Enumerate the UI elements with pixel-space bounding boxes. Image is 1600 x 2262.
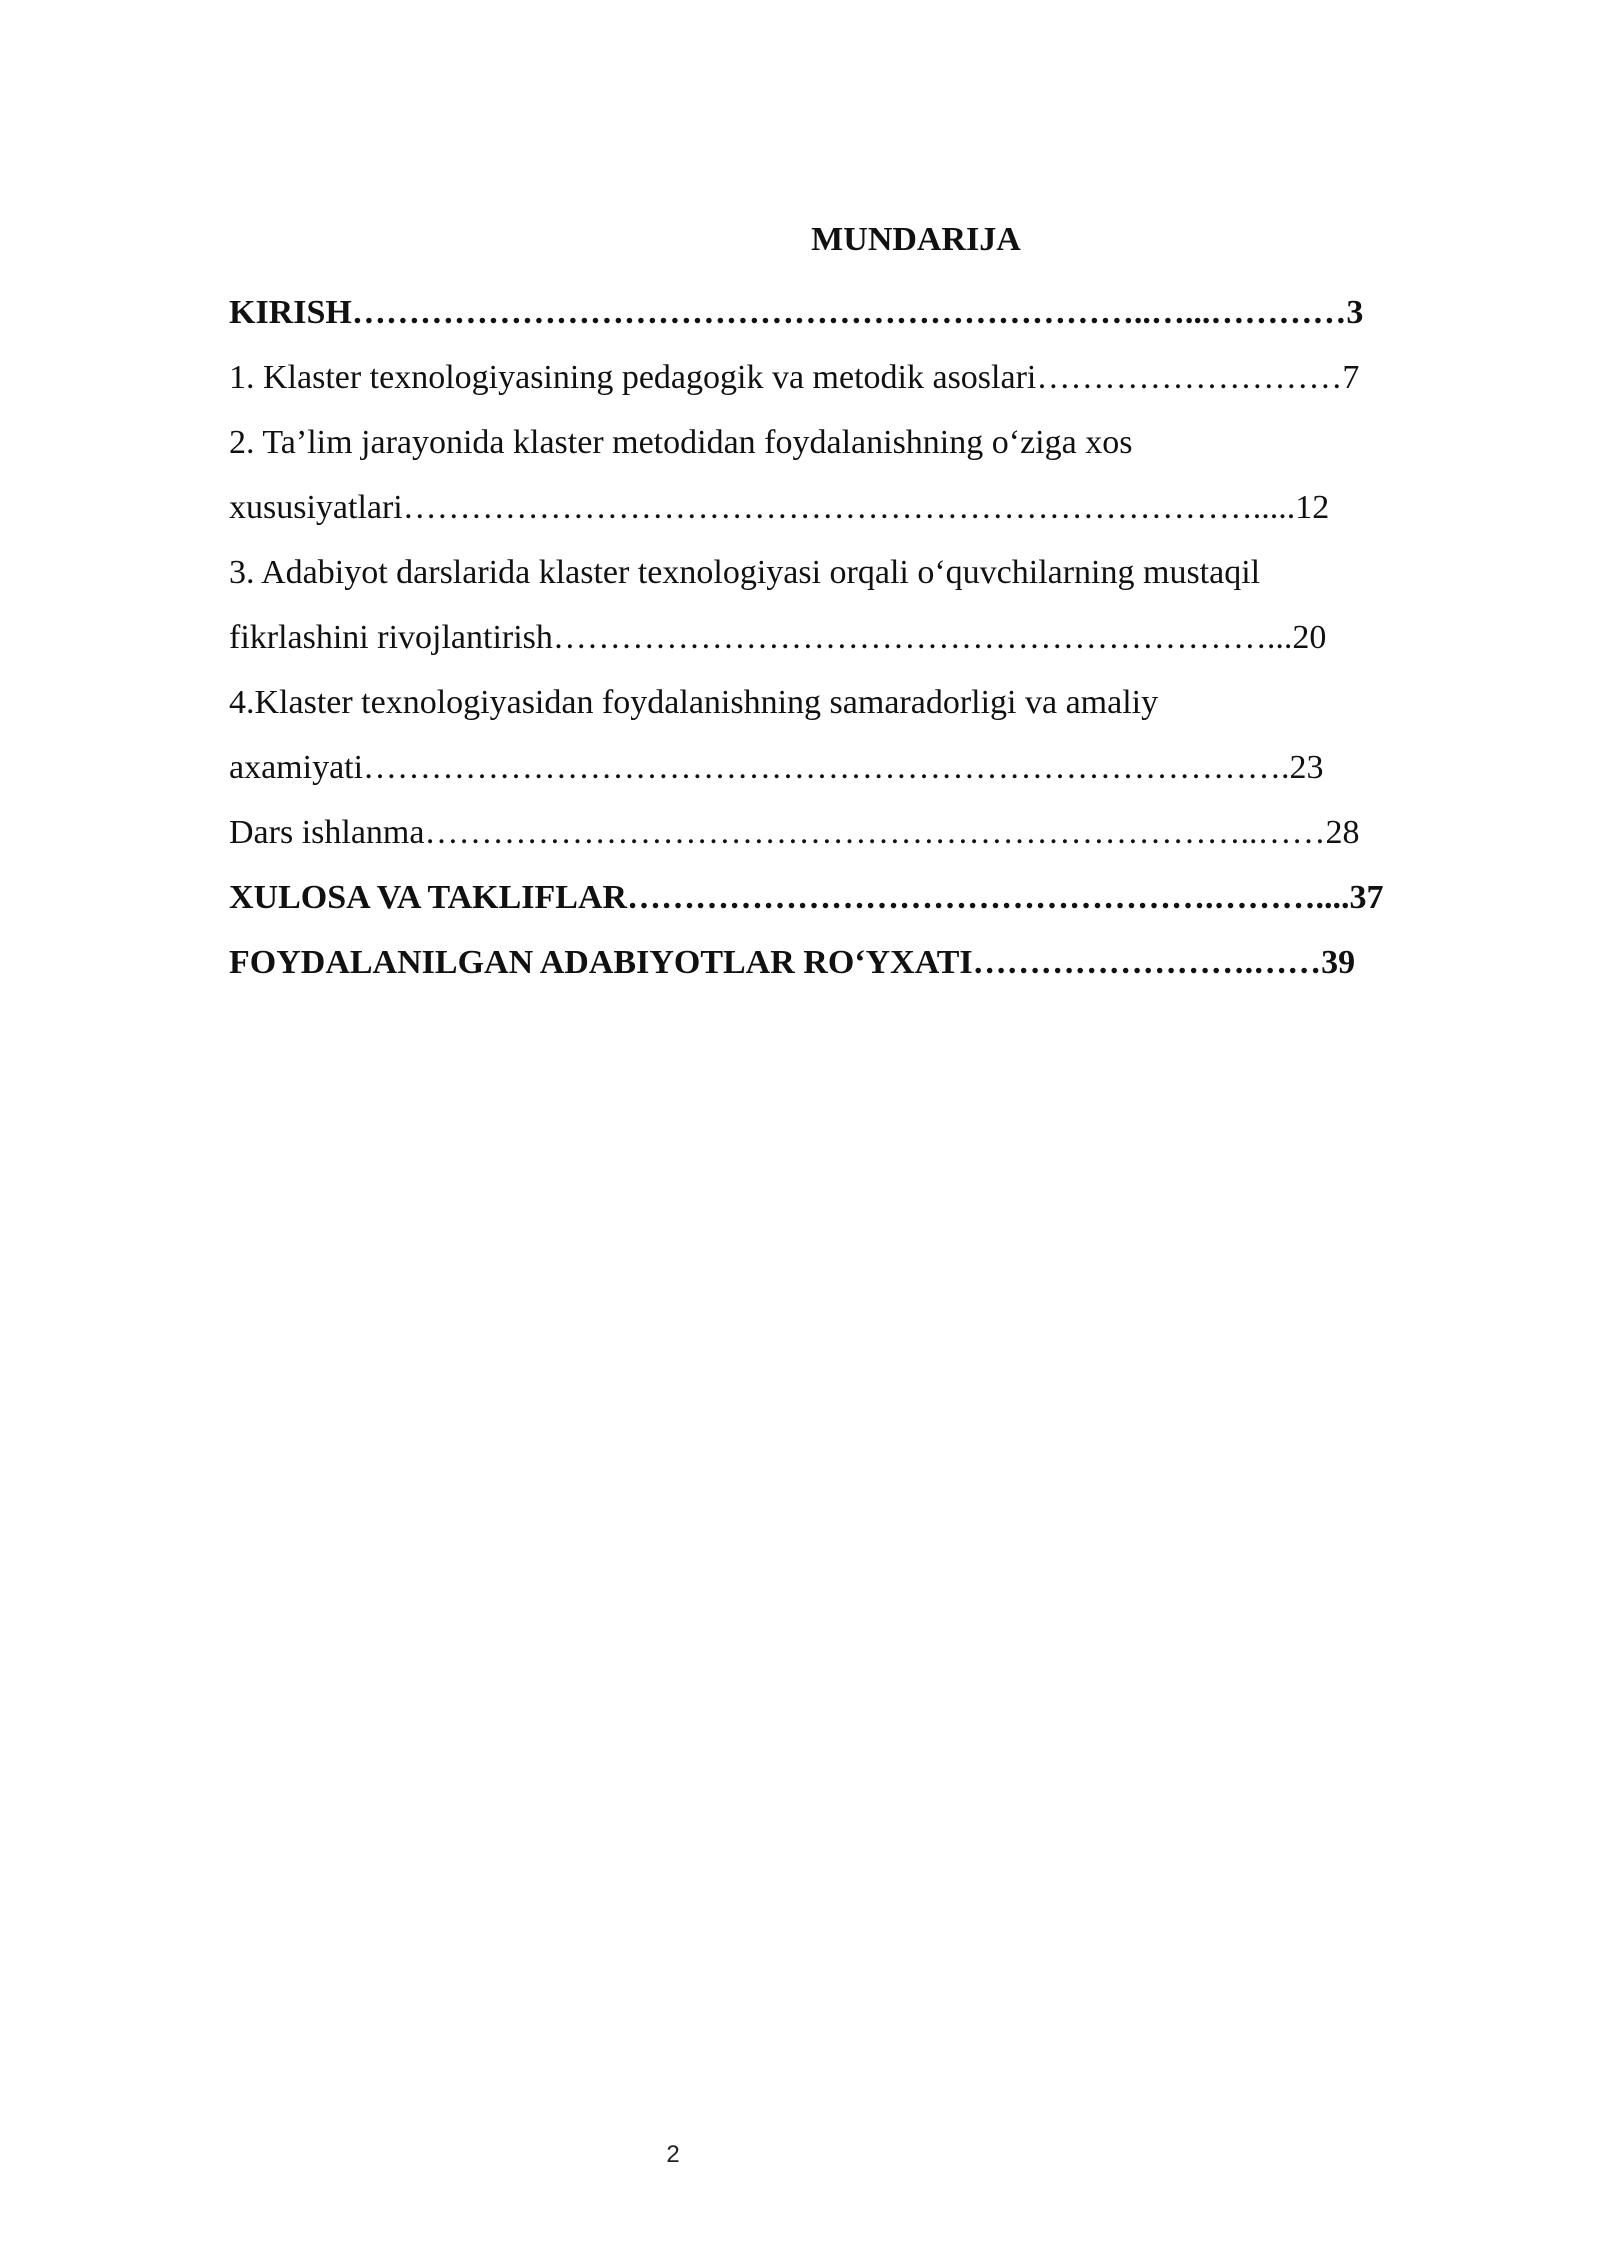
toc-entry-dars-ishlanma: Dars ishlanma………………………………………………………………..……28: [229, 814, 1360, 851]
table-of-contents: [229, 214, 1485, 995]
toc-entry-chapter-4-line-1: 4.Klaster texnologiyasidan foydalanishning samaradorligi va amaliy: [229, 684, 1159, 721]
toc-entry-chapter-4-line-2: axamiyati……………………………………………………………………….23: [229, 749, 1324, 786]
toc-entry-chapter-3-line-2: fikrlashini rivojlantirish………………………………………………………...20: [229, 619, 1327, 656]
toc-entry-chapter-2-line-1: 2. Ta’lim jarayonida klaster metodidan foydalanishning o‘ziga xos: [229, 424, 1133, 461]
toc-entry-chapter-1: 1. Klaster texnologiyasining pedagogik va metodik asoslari………………………7: [229, 359, 1360, 396]
toc-entry-kirish: KIRISH……………………………………………………………..…...…………3: [229, 294, 1364, 331]
toc-entry-chapter-2-line-2: xususiyatlari………………………………………………………………….....12: [229, 489, 1330, 526]
toc-entry-adabiyotlar: FOYDALANILGAN ADABIYOTLAR RO‘YXATI…………………….……39: [229, 944, 1356, 981]
toc-entry-xulosa: XULOSA VA TAKLIFLAR…………………………………………….………....37: [229, 879, 1384, 916]
page-number: 2: [666, 2141, 680, 2168]
toc-entry-chapter-3-line-1: 3. Adabiyot darslarida klaster texnologiyasi orqali o‘quvchilarning mustaqil: [229, 554, 1261, 591]
toc-title: MUNDARIJA: [811, 221, 1021, 258]
